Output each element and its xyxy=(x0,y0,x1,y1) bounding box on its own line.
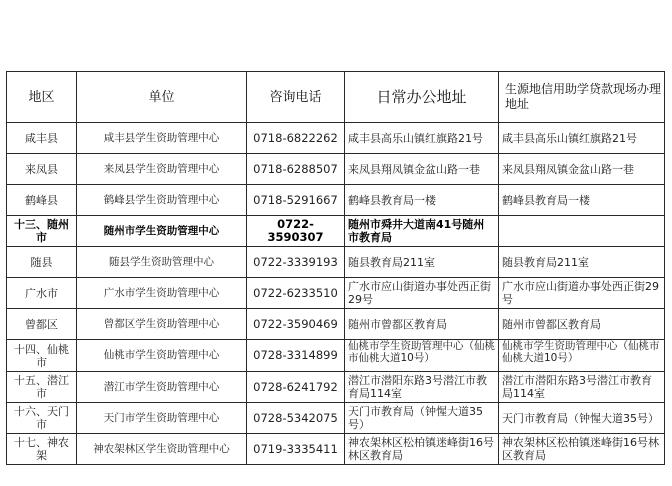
table-row xyxy=(7,216,665,247)
table-row xyxy=(7,372,665,403)
phone-cell: 0722-3590307 xyxy=(247,216,345,247)
unit-cell: 咸丰县学生资助管理中心 xyxy=(77,123,247,154)
phone-cell: 0722-3339193 xyxy=(247,247,345,278)
unit-cell: 随县学生资助管理中心 xyxy=(77,247,247,278)
table-row xyxy=(7,434,665,465)
phone-cell: 0728-5342075 xyxy=(247,403,345,434)
unit-cell: 来凤县学生资助管理中心 xyxy=(77,154,247,185)
table-header-row xyxy=(7,72,665,123)
phone-cell: 0719-3335411 xyxy=(247,434,345,465)
site-address-cell: 天门市教育局（钟惺大道35号） xyxy=(499,403,665,434)
header-site-address: 生源地信用助学贷款现场办理地址 xyxy=(499,72,665,123)
office-address-cell: 鹤峰县教育局一楼 xyxy=(345,185,499,216)
unit-cell: 潜江市学生资助管理中心 xyxy=(77,372,247,403)
table-row xyxy=(7,154,665,185)
header-unit: 单位 xyxy=(77,72,247,123)
region-cell: 十六、天门市 xyxy=(7,403,77,434)
site-address-cell: 随州市曾都区教育局 xyxy=(499,309,665,340)
loan-office-table-sheet xyxy=(6,71,664,465)
site-address-cell: 神农架林区松柏镇迷峰街16号林区教育局 xyxy=(499,434,665,465)
phone-cell: 0722-3590469 xyxy=(247,309,345,340)
site-address-cell: 鹤峰县教育局一楼 xyxy=(499,185,665,216)
site-address-cell xyxy=(499,216,665,247)
office-address-cell: 潜江市潜阳东路3号潜江市教育局114室 xyxy=(345,372,499,403)
region-cell: 咸丰县 xyxy=(7,123,77,154)
phone-cell: 0728-6241792 xyxy=(247,372,345,403)
phone-cell: 0722-6233510 xyxy=(247,278,345,309)
region-cell: 十三、随州市 xyxy=(7,216,77,247)
region-cell: 广水市 xyxy=(7,278,77,309)
phone-cell: 0728-3314899 xyxy=(247,340,345,372)
unit-cell: 鹤峰县学生资助管理中心 xyxy=(77,185,247,216)
site-address-cell: 来凤县翔凤镇金盆山路一巷 xyxy=(499,154,665,185)
office-address-cell: 天门市教育局（钟惺大道35号） xyxy=(345,403,499,434)
phone-cell: 0718-5291667 xyxy=(247,185,345,216)
site-address-cell: 仙桃市学生资助管理中心（仙桃市仙桃大道10号） xyxy=(499,340,665,372)
office-address-cell: 咸丰县高乐山镇红旗路21号 xyxy=(345,123,499,154)
phone-cell: 0718-6822262 xyxy=(247,123,345,154)
phone-cell: 0718-6288507 xyxy=(247,154,345,185)
region-cell: 十四、仙桃市 xyxy=(7,340,77,372)
region-cell: 曾都区 xyxy=(7,309,77,340)
site-address-cell: 潜江市潜阳东路3号潜江市教育局114室 xyxy=(499,372,665,403)
office-address-cell: 随州市舜井大道南41号随州市教育局 xyxy=(345,216,499,247)
unit-cell: 广水市学生资助管理中心 xyxy=(77,278,247,309)
unit-cell: 随州市学生资助管理中心 xyxy=(77,216,247,247)
table-row xyxy=(7,309,665,340)
site-address-cell: 咸丰县高乐山镇红旗路21号 xyxy=(499,123,665,154)
office-address-cell: 随州市曾都区教育局 xyxy=(345,309,499,340)
region-cell: 鹤峰县 xyxy=(7,185,77,216)
unit-cell: 仙桃市学生资助管理中心 xyxy=(77,340,247,372)
region-cell: 十五、潜江市 xyxy=(7,372,77,403)
header-office-address: 日常办公地址 xyxy=(345,72,499,123)
unit-cell: 神农架林区学生资助管理中心 xyxy=(77,434,247,465)
loan-office-table xyxy=(6,71,665,465)
site-address-cell: 广水市应山街道办事处西正街29号 xyxy=(499,278,665,309)
table-row xyxy=(7,340,665,372)
site-address-cell: 随县教育局211室 xyxy=(499,247,665,278)
unit-cell: 天门市学生资助管理中心 xyxy=(77,403,247,434)
office-address-cell: 随县教育局211室 xyxy=(345,247,499,278)
table-row xyxy=(7,403,665,434)
table-row xyxy=(7,185,665,216)
table-row xyxy=(7,247,665,278)
table-row xyxy=(7,123,665,154)
office-address-cell: 仙桃市学生资助管理中心（仙桃市仙桃大道10号） xyxy=(345,340,499,372)
office-address-cell: 广水市应山街道办事处西正街29号 xyxy=(345,278,499,309)
header-phone: 咨询电话 xyxy=(247,72,345,123)
table-row xyxy=(7,278,665,309)
unit-cell: 曾都区学生资助管理中心 xyxy=(77,309,247,340)
region-cell: 十七、神农架 xyxy=(7,434,77,465)
office-address-cell: 来凤县翔凤镇金盆山路一巷 xyxy=(345,154,499,185)
office-address-cell: 神农架林区松柏镇迷峰街16号林区教育局 xyxy=(345,434,499,465)
region-cell: 来凤县 xyxy=(7,154,77,185)
header-region: 地区 xyxy=(7,72,77,123)
region-cell: 随县 xyxy=(7,247,77,278)
